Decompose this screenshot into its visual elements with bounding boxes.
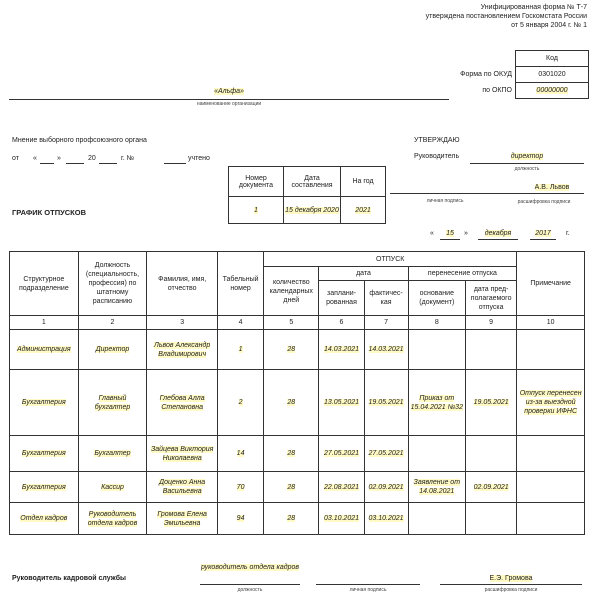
header-actual: фактичес-кая [364, 281, 408, 316]
col-number: 7 [364, 316, 408, 330]
header-department: Структурное подразделение [10, 252, 79, 316]
cell-actual: 14.03.2021 [364, 330, 408, 370]
cell-reason [408, 436, 465, 472]
code-table [515, 50, 589, 99]
header-reason: основание (документ) [408, 281, 465, 316]
union-opinion-label: Мнение выборного профсоюзного органа [12, 137, 147, 144]
cell-pos: Директор [78, 330, 147, 370]
approve-head-label: Руководитель [414, 153, 460, 160]
cell-expected [465, 503, 516, 535]
footer-position: руководитель отдела кадров [200, 564, 300, 571]
table-row [10, 503, 585, 535]
union-number-line [164, 163, 186, 164]
col-number: 9 [465, 316, 516, 330]
approve-year-suffix: г. [566, 230, 570, 237]
approve-month: декабря [484, 230, 512, 237]
approve-year-line [530, 239, 556, 240]
header-note: Примечание [517, 252, 585, 316]
header-expected: дата пред-полагаемого отпуска [465, 281, 516, 316]
approve-quote-close: » [464, 230, 468, 237]
col-number: 10 [517, 316, 585, 330]
cell-pos: Руководитель отдела кадров [78, 503, 147, 535]
approve-position-line [470, 163, 584, 164]
cell-reason [408, 330, 465, 370]
cell-tab: 70 [218, 472, 264, 503]
union-year-prefix: 20 [88, 155, 96, 162]
col-number: 3 [147, 316, 218, 330]
footer-signature-caption: личная подпись [349, 587, 387, 593]
cell-note [517, 436, 585, 472]
approve-quote-open: « [430, 230, 434, 237]
form-header [426, 3, 587, 30]
cell-actual: 19.05.2021 [364, 370, 408, 436]
cell-name: Львов Александр Владимирович [147, 330, 218, 370]
table-row [10, 370, 585, 436]
union-year-line [99, 163, 117, 164]
form-header-line3: от 5 января 2004 г. № 1 [511, 22, 587, 29]
okud-label: Форма по ОКУД [460, 71, 512, 78]
table-row [10, 330, 585, 370]
cell-actual: 27.05.2021 [364, 436, 408, 472]
cell-expected [465, 330, 516, 370]
okud-value: 0301020 [516, 67, 589, 83]
approve-label: УТВЕРЖДАЮ [414, 137, 460, 144]
cell-planned: 14.03.2021 [319, 330, 364, 370]
footer-position-caption: должность [237, 587, 263, 593]
footer-name-line [440, 584, 582, 585]
union-from: от [12, 155, 19, 162]
union-quote-open: « [33, 155, 37, 162]
cell-days: 28 [264, 370, 319, 436]
doc-date: 15 декабря 2020 [284, 197, 341, 224]
approve-day: 15 [446, 230, 454, 237]
footer-name-caption: расшифровка подписи [484, 587, 538, 593]
union-noted: учтено [188, 155, 210, 162]
header-date: дата [319, 267, 408, 281]
header-tab-number: Табельный номер [218, 252, 264, 316]
doc-year-header: На год [341, 167, 386, 197]
table-row [10, 472, 585, 503]
organization-line [9, 99, 449, 100]
okpo-label: по ОКПО [482, 87, 512, 94]
cell-expected: 02.09.2021 [465, 472, 516, 503]
cell-actual: 03.10.2021 [364, 503, 408, 535]
approve-name-caption: расшифровка подписи [517, 199, 571, 205]
header-vacation: ОТПУСК [264, 252, 517, 267]
header-transfer: перенесение отпуска [408, 267, 517, 281]
col-number: 5 [264, 316, 319, 330]
approve-position-caption: должность [514, 166, 540, 172]
cell-reason: Заявление от 14.08.2021 [408, 472, 465, 503]
document-title: ГРАФИК ОТПУСКОВ [12, 208, 86, 217]
union-quote-close: » [57, 155, 61, 162]
col-number: 8 [408, 316, 465, 330]
approve-name: А.В. Львов [534, 184, 570, 191]
cell-reason: Приказ от 15.04.2021 №32 [408, 370, 465, 436]
col-number: 4 [218, 316, 264, 330]
form-header-line1: Унифицированная форма № Т-7 [480, 4, 587, 11]
code-title: Код [516, 51, 589, 67]
footer-label: Руководитель кадровой службы [12, 575, 127, 582]
footer-name: Е.Э. Громова [489, 575, 533, 582]
cell-days: 28 [264, 472, 319, 503]
document-table [228, 166, 386, 224]
approve-year: 2017 [535, 230, 551, 237]
vacation-schedule-table [9, 251, 585, 535]
union-month-line [66, 163, 84, 164]
union-day-line [40, 163, 54, 164]
cell-tab: 94 [218, 503, 264, 535]
organization-name: «Альфа» [214, 88, 244, 95]
approve-signature-caption: личная подпись [426, 198, 464, 204]
union-year-suffix: г. № [121, 155, 135, 162]
approve-signature-line [390, 193, 584, 194]
col-number: 1 [10, 316, 79, 330]
cell-planned: 03.10.2021 [319, 503, 364, 535]
cell-tab: 2 [218, 370, 264, 436]
footer-position-line [200, 584, 300, 585]
cell-reason [408, 503, 465, 535]
cell-name: Зайцева Виктория Николаевна [147, 436, 218, 472]
cell-pos: Бухгалтер [78, 436, 147, 472]
cell-days: 28 [264, 436, 319, 472]
header-position: Должность (специальность, профессия) по штатному расписанию [78, 252, 147, 316]
cell-note: Отпуск перенесен из-за выездной проверки ИФНС [517, 370, 585, 436]
cell-name: Доценко Анна Васильевна [147, 472, 218, 503]
table-row [10, 436, 585, 472]
cell-pos: Кассир [78, 472, 147, 503]
okpo-value: 00000000 [516, 83, 589, 99]
cell-name: Громова Елена Эмильевна [147, 503, 218, 535]
header-days: количество календарных дней [264, 267, 319, 316]
cell-actual: 02.09.2021 [364, 472, 408, 503]
header-name: Фамилия, имя, отчество [147, 252, 218, 316]
cell-note [517, 330, 585, 370]
doc-number-header: Номер документа [229, 167, 284, 197]
approve-month-line [478, 239, 518, 240]
form-header-line2: утверждена постановлением Госкомстата России [425, 13, 587, 20]
cell-expected: 19.05.2021 [465, 370, 516, 436]
doc-number: 1 [229, 197, 284, 224]
cell-pos: Главный бухгалтер [78, 370, 147, 436]
doc-year: 2021 [341, 197, 386, 224]
cell-dept: Бухгалтерия [10, 370, 79, 436]
cell-days: 28 [264, 503, 319, 535]
footer-signature-line [316, 584, 420, 585]
doc-date-header: Дата составления [284, 167, 341, 197]
header-planned: заплани-рованная [319, 281, 364, 316]
cell-planned: 27.05.2021 [319, 436, 364, 472]
cell-expected [465, 436, 516, 472]
cell-dept: Бухгалтерия [10, 436, 79, 472]
organization-caption: наименование организации [196, 101, 262, 107]
cell-tab: 1 [218, 330, 264, 370]
cell-tab: 14 [218, 436, 264, 472]
cell-dept: Бухгалтерия [10, 472, 79, 503]
cell-name: Глебова Алла Степановна [147, 370, 218, 436]
approve-position: директор [510, 153, 544, 160]
col-number: 6 [319, 316, 364, 330]
cell-dept: Отдел кадров [10, 503, 79, 535]
cell-note [517, 472, 585, 503]
cell-days: 28 [264, 330, 319, 370]
col-number: 2 [78, 316, 147, 330]
cell-dept: Администрация [10, 330, 79, 370]
cell-note [517, 503, 585, 535]
approve-day-line [440, 239, 460, 240]
cell-planned: 22.08.2021 [319, 472, 364, 503]
cell-planned: 13.05.2021 [319, 370, 364, 436]
